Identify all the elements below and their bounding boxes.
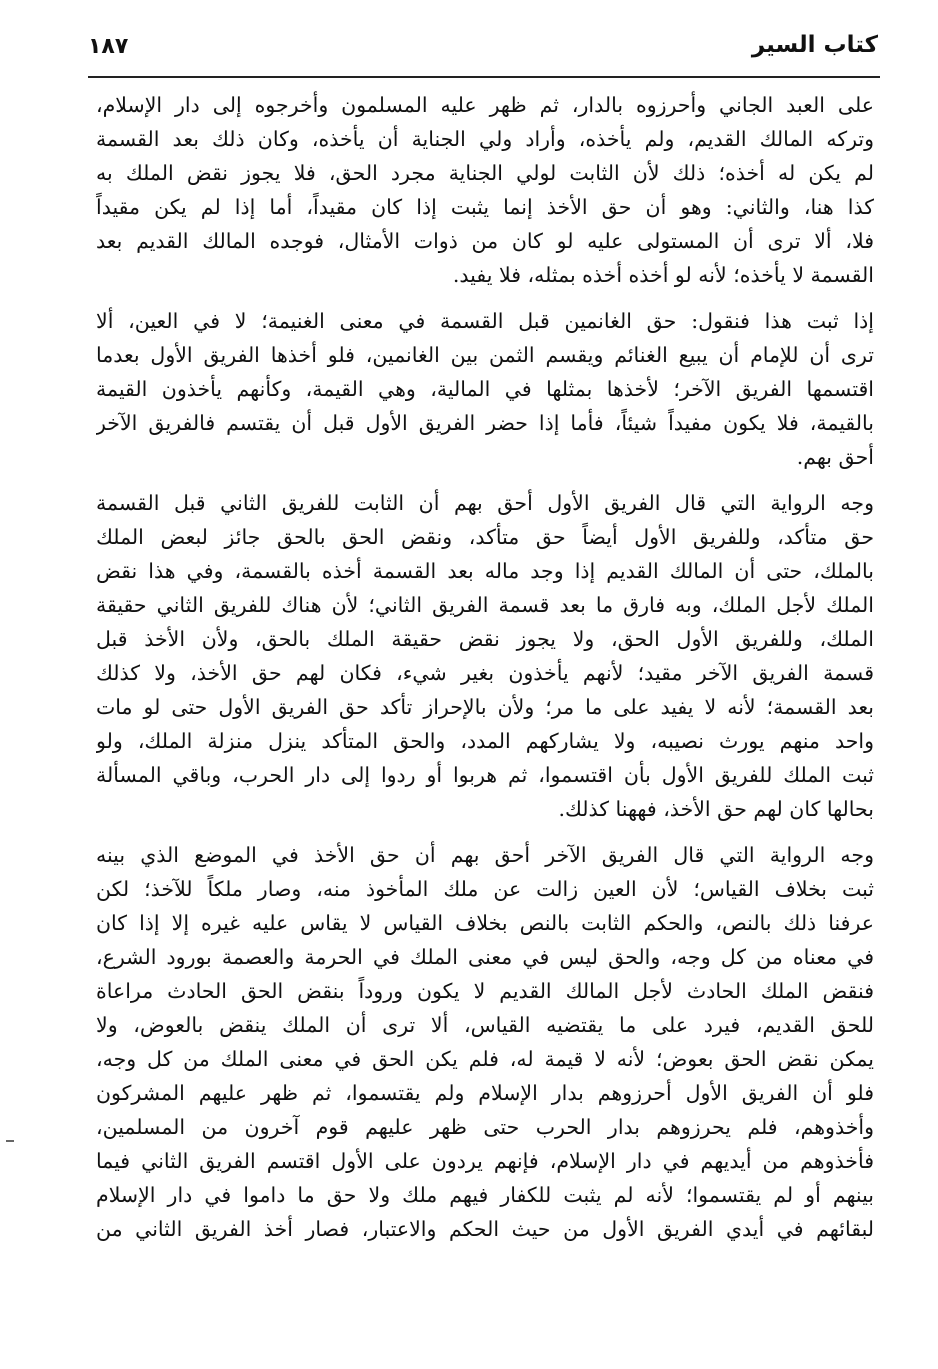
running-title: كتاب السير [751, 32, 878, 58]
text-line: كذا هنا، والثاني: وهو أن حق الأخذ إنما يثبت إذا كان مقيداً، أما إذا لم يكن مقيداً [96, 195, 874, 219]
text-line: الملك لأجل الملك، وبه فارق ما بعد قسمة الفريق الثاني؛ لأن هناك للفريق الثاني حقيقة [96, 593, 874, 617]
header-rule [88, 76, 880, 78]
text-line: وجه الرواية التي قال الفريق الآخر أحق بهم أن حق الأخذ في الموضع الذي بينه [96, 843, 874, 867]
text-line: حق متأكد، وللفريق الأول أيضاً حق متأكد، ونقض الحق بالحق جائز لبعض الملك [96, 525, 874, 549]
text-line: فلا، ألا ترى أن المستولى عليه لو كان من ذوات الأمثال، فوجده المالك القديم بعد [96, 229, 874, 253]
text-line: لبقائهم في أيدي الفريق الأول من حيث الحكم والاعتبار، فصار أخذ الفريق الثاني من [96, 1217, 874, 1241]
paragraph-gap [96, 292, 874, 304]
text-line: القسمة لا يأخذه؛ لأنه لو أخذه أخذه بمثله، فلا يفيد. [452, 263, 874, 287]
text-line: لم يكن له أخذه؛ ذلك لأن الثابت لولي الجناية مجرد الحق، فلا يجوز نقض الملك به [96, 161, 874, 185]
text-line: بالملك، حتى أن المالك القديم إذا وجد ماله بعد القسمة أخذه بالقسمة، وفي هذا نقض [96, 559, 874, 583]
text-line: وجه الرواية التي قال الفريق الأول أحق بهم أن الثابت للفريق الثاني قبل القسمة [96, 491, 874, 515]
text-line: فنقض الملك الحادث لأجل المالك القديم لا يكون وروداً بنقض الحق الحادث مراعاة [96, 979, 874, 1003]
text-line: وتركه المالك القديم، ولم يأخذه، وأراد ولي الجناية أن يأخذه، وكان ذلك بعد القسمة [96, 127, 874, 151]
page-header [88, 30, 878, 70]
paragraph-4 [96, 838, 874, 1246]
text-line: فأخذوهم من أيديهم في دار الإسلام، فإنهم يردون على الأول اقتسم الفريق الثاني فيما [96, 1149, 874, 1173]
text-line: بالقيمة، فلا يكون مفيداً شيئاً، فأما إذا حضر الفريق الأول قبل أن يقتسم فالفريق الآخر [96, 411, 874, 435]
paragraph-3 [96, 486, 874, 826]
text-line: ثبت بخلاف القياس؛ لأن العين زالت عن ملك المأخوذ منه، وصار ملكاً للآخذ؛ لكن [96, 877, 874, 901]
paragraph-2 [96, 304, 874, 474]
text-line: أحق بهم. [796, 445, 874, 469]
text-line: ثبت الملك للفريق الأول بأن اقتسموا، ثم هربوا أو ردوا إلى دار الحرب، وباقي المسألة [96, 763, 874, 787]
text-line: بحالها كان لهم حق الأخذ، فههنا كذلك. [558, 797, 874, 821]
text-line: بعد القسمة؛ لأنه لا يفيد على ما مر؛ ولأن بالإحراز تأكد حق الفريق الأول حتى لو مات [96, 695, 874, 719]
text-line: الملك، وللفريق الأول الحق، ولا يجوز نقض حقيقة الملك بالحق، ولأن الأخذ قبل [96, 627, 874, 651]
text-line: اقتسمها الفريق الآخر؛ لأخذها بمثلها في المالية، وهي القيمة، وكأنهم يأخذون القيمة [96, 377, 874, 401]
page-body [96, 88, 874, 1246]
text-line: على العبد الجاني وأحرزوه بالدار، ثم ظهر عليه المسلمون وأخرجوه إلى دار الإسلام، [96, 93, 874, 117]
paragraph-1 [96, 88, 874, 292]
margin-mark [6, 1140, 14, 1142]
paragraph-gap [96, 474, 874, 486]
text-line: عرفنا ذلك بالنص، والحكم الثابت بالنص بخلاف القياس لا يقاس عليه غيره إلا إذا كان [96, 911, 874, 935]
text-line: بينهم أو لم يقتسموا؛ لأنه لم يثبت للكفار فيهم ملك ولا حق ما داموا في دار الإسلام [96, 1183, 874, 1207]
paragraph-gap [96, 826, 874, 838]
page-number: ١٨٧ [88, 34, 129, 59]
text-line: ترى أن للإمام أن يبيع الغنائم ويقسم الثمن بين الغانمين، فلو أخذها الفريق الأول بعدما [96, 343, 874, 367]
text-line: وأخذوهم، فلم يحرزوهم بدار الحرب حتى ظهر عليهم قوم آخرون من المسلمين، [96, 1115, 874, 1139]
text-line: في معناه من كل وجه، والحق ليس في معنى الملك في الحرمة والعصمة بورود الشرع، [96, 945, 874, 969]
text-line: فلو أن الفريق الأول أحرزوهم بدار الإسلام ولم يقتسموا، ثم ظهر عليهم المشركون [96, 1081, 874, 1105]
text-line: قسمة الفريق الآخر مقيد؛ لأنهم يأخذون بغير شيء، فكان لهم حق الأخذ، ولا كذلك [96, 661, 874, 685]
text-line: إذا ثبت هذا فنقول: حق الغانمين قبل القسمة في معنى الغنيمة؛ لا في العين، ألا [96, 309, 874, 333]
text-line: واحد منهم يورث نصيبه، ولا يشاركهم المدد، والحق المتأكد ينزل منزلة الملك، ولو [96, 729, 874, 753]
text-line: يمكن نقض الحق بعوض؛ لأنه لا قيمة له، فلم يكن الحق في معنى الملك من كل وجه، [96, 1047, 874, 1071]
text-line: للحق القديم، فيرد على ما يقتضيه القياس، ألا ترى أن الملك ينقض بالعوض، ولا [96, 1013, 874, 1037]
